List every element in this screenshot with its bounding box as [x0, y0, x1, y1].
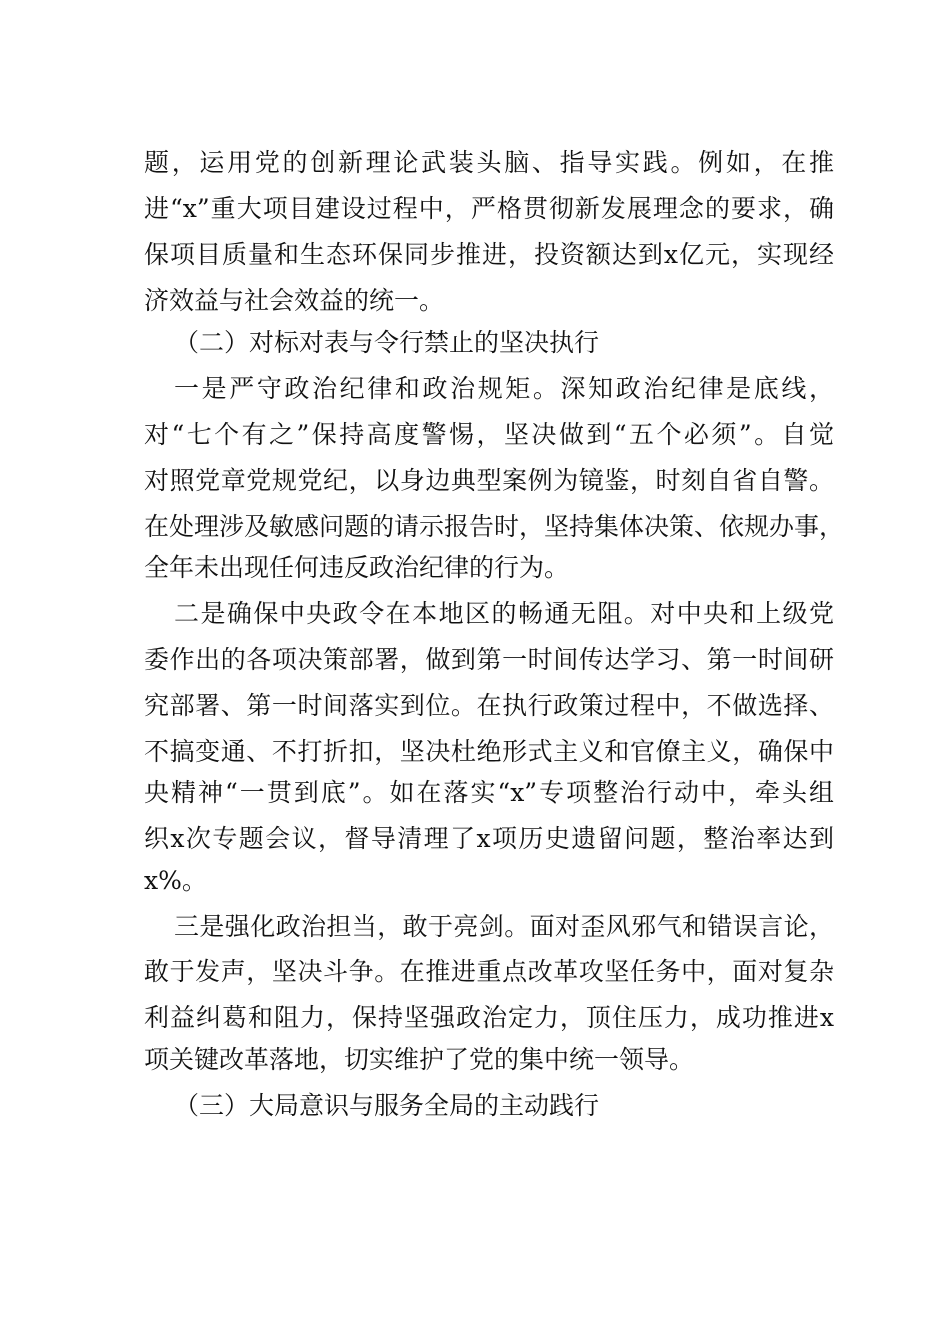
- paragraph-line: 织x次专题会议，督导清理了x项历史遗留问题，整治率达到: [144, 824, 834, 853]
- paragraph-line: 敢于发声，坚决斗争。在推进重点改革攻坚任务中，面对复杂: [144, 957, 834, 986]
- paragraph-line: 究部署、第一时间落实到位。在执行政策过程中，不做选择、: [144, 691, 834, 720]
- paragraph-line: 对“七个有之”保持高度警惕，坚决做到“五个必须”。自觉: [144, 420, 834, 449]
- paragraph-line: 委作出的各项决策部署，做到第一时间传达学习、第一时间研: [144, 645, 834, 674]
- paragraph-line: 不搞变通、不打折扣，坚决杜绝形式主义和官僚主义，确保中: [144, 737, 834, 766]
- paragraph-line: x%。: [144, 866, 207, 895]
- section-heading: （二）对标对表与令行禁止的坚决执行: [174, 328, 600, 357]
- paragraph-line: 利益纠葛和阻力，保持坚强政治定力，顶住压力，成功推进x: [144, 1003, 834, 1032]
- paragraph-line: 在处理涉及敏感问题的请示报告时，坚持集体决策、依规办事，: [144, 512, 845, 541]
- paragraph-line: 题，运用党的创新理论武装头脑、指导实践。例如，在推: [144, 148, 834, 177]
- paragraph-line: 二是确保中央政令在本地区的畅通无阻。对中央和上级党: [174, 599, 834, 628]
- paragraph-line: 央精神“一贯到底”。如在落实“x”专项整治行动中，牵头组: [144, 778, 834, 807]
- section-heading: （三）大局意识与服务全局的主动践行: [174, 1091, 600, 1120]
- paragraph-line: 对照党章党规党纪，以身边典型案例为镜鉴，时刻自省自警。: [144, 466, 834, 495]
- paragraph-line: 保项目质量和生态环保同步推进，投资额达到x亿元，实现经: [144, 240, 834, 269]
- paragraph-line: 一是严守政治纪律和政治规矩。深知政治纪律是底线，: [174, 374, 834, 403]
- paragraph-line: 济效益与社会效益的统一。: [144, 286, 445, 315]
- paragraph-line: 全年未出现任何违反政治纪律的行为。: [144, 553, 570, 582]
- paragraph-line: 三是强化政治担当，敢于亮剑。面对歪风邪气和错误言论，: [174, 912, 834, 941]
- paragraph-line: 进“x”重大项目建设过程中，严格贯彻新发展理念的要求，确: [144, 194, 834, 223]
- paragraph-line: 项关键改革落地，切实维护了党的集中统一领导。: [144, 1045, 695, 1074]
